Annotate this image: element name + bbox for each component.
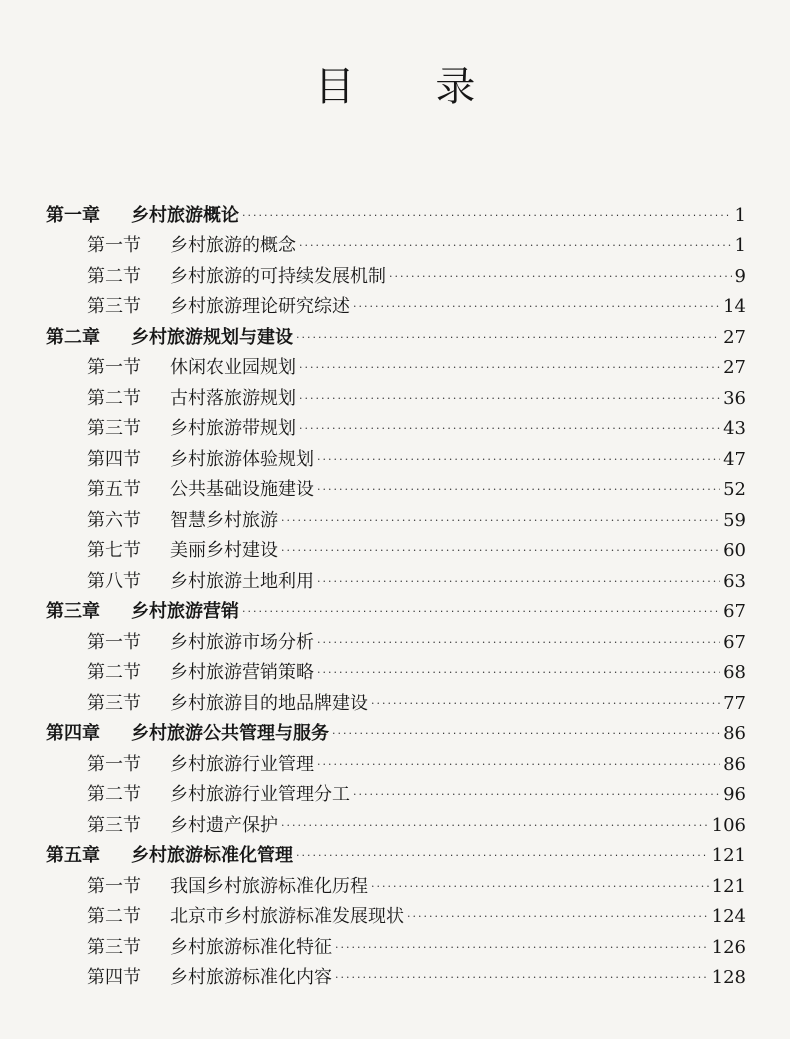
section-number: 第三节 [87, 296, 141, 317]
section-title: 乡村旅游行业管理分工 [170, 784, 350, 805]
toc-section-entry[interactable] [46, 410, 746, 441]
section-title: 乡村旅游的概念 [170, 235, 296, 256]
chapter-title: 乡村旅游概论 [131, 204, 239, 226]
toc-section-entry[interactable] [46, 776, 746, 807]
chapter-title: 乡村旅游营销 [131, 601, 239, 622]
page-number: 14 [723, 296, 746, 317]
page-number: 68 [723, 662, 746, 683]
dot-leader [335, 941, 709, 955]
section-title: 乡村旅游理论研究综述 [170, 296, 350, 317]
chapter-number: 第二章 [46, 326, 100, 348]
dot-leader [299, 361, 720, 375]
chapter-number: 第四章 [46, 723, 100, 744]
dot-leader [407, 910, 709, 924]
section-number: 第二节 [87, 387, 141, 409]
section-number: 第四节 [87, 967, 141, 988]
dot-leader [371, 697, 720, 711]
toc-section-entry[interactable] [46, 532, 746, 563]
table-of-contents [46, 196, 746, 989]
toc-section-entry[interactable] [46, 379, 746, 410]
toc-section-entry[interactable] [46, 257, 746, 288]
toc-section-entry[interactable] [46, 867, 746, 898]
section-title: 乡村旅游土地利用 [170, 570, 314, 592]
dot-leader [281, 544, 720, 558]
section-number: 第二节 [87, 784, 141, 805]
page-number: 121 [711, 875, 746, 897]
toc-section-entry[interactable] [46, 654, 746, 685]
page-number: 27 [723, 357, 746, 378]
page-number: 36 [723, 387, 746, 409]
dot-leader [317, 758, 720, 772]
section-number: 第一节 [87, 875, 141, 897]
page-number: 86 [723, 753, 746, 775]
page-number: 9 [734, 265, 746, 287]
section-title: 乡村旅游行业管理 [170, 753, 314, 775]
section-title: 乡村旅游标准化内容 [170, 967, 332, 988]
section-number: 第二节 [87, 265, 141, 287]
page-number: 59 [723, 509, 746, 531]
toc-section-entry[interactable] [46, 623, 746, 654]
page-number: 67 [723, 601, 746, 622]
page-number: 121 [711, 845, 746, 866]
section-title: 美丽乡村建设 [170, 540, 278, 561]
section-number: 第一节 [87, 357, 141, 378]
section-title: 公共基础设施建设 [170, 479, 314, 500]
dot-leader [353, 300, 720, 314]
toc-section-entry[interactable] [46, 501, 746, 532]
chapter-title: 乡村旅游标准化管理 [131, 845, 293, 866]
dot-leader [281, 819, 709, 833]
section-title: 乡村遗产保护 [170, 814, 278, 836]
page-number: 128 [711, 967, 746, 988]
toc-section-entry[interactable] [46, 349, 746, 380]
dot-leader [299, 239, 732, 253]
page-number: 43 [723, 418, 746, 439]
dot-leader [317, 483, 720, 497]
chapter-number: 第一章 [46, 204, 100, 226]
section-title: 乡村旅游体验规划 [170, 448, 314, 470]
toc-section-entry[interactable] [46, 806, 746, 837]
section-number: 第七节 [87, 540, 141, 561]
toc-section-entry[interactable] [46, 745, 746, 776]
section-title: 乡村旅游目的地品牌建设 [170, 692, 368, 714]
dot-leader [299, 422, 720, 436]
dot-leader [242, 209, 732, 223]
toc-chapter-entry[interactable] [46, 837, 746, 868]
dot-leader [389, 270, 732, 284]
dot-leader [296, 849, 709, 863]
page-number: 124 [711, 906, 746, 927]
section-number: 第三节 [87, 418, 141, 439]
dot-leader [332, 727, 720, 741]
page-number: 63 [723, 570, 746, 592]
page-number: 126 [711, 936, 746, 958]
section-title: 我国乡村旅游标准化历程 [170, 875, 368, 897]
dot-leader [335, 971, 709, 985]
section-title: 乡村旅游的可持续发展机制 [170, 265, 386, 287]
section-number: 第三节 [87, 692, 141, 714]
page-number: 1 [734, 204, 746, 226]
page-number: 1 [734, 235, 746, 256]
section-title: 古村落旅游规划 [170, 387, 296, 409]
page-number: 27 [723, 326, 746, 348]
section-number: 第三节 [87, 936, 141, 958]
section-number: 第四节 [87, 448, 141, 470]
toc-section-entry[interactable] [46, 959, 746, 990]
toc-chapter-entry[interactable] [46, 196, 746, 227]
toc-section-entry[interactable] [46, 471, 746, 502]
dot-leader [317, 575, 720, 589]
section-title: 乡村旅游带规划 [170, 418, 296, 439]
page-title: 目 录 [314, 64, 510, 110]
section-title: 乡村旅游营销策略 [170, 662, 314, 683]
section-number: 第一节 [87, 631, 141, 653]
section-number: 第三节 [87, 814, 141, 836]
toc-section-entry[interactable] [46, 928, 746, 959]
section-title: 乡村旅游标准化特征 [170, 936, 332, 958]
page-number: 67 [723, 631, 746, 653]
page-number: 106 [711, 814, 746, 836]
toc-section-entry[interactable] [46, 562, 746, 593]
section-number: 第六节 [87, 509, 141, 531]
page-number: 60 [723, 540, 746, 561]
chapter-number: 第三章 [46, 601, 100, 622]
section-number: 第一节 [87, 235, 141, 256]
dot-leader [371, 880, 709, 894]
section-title: 智慧乡村旅游 [170, 509, 278, 531]
toc-section-entry[interactable] [46, 898, 746, 929]
dot-leader [353, 788, 720, 802]
page-number: 47 [723, 448, 746, 470]
section-number: 第五节 [87, 479, 141, 500]
section-title: 休闲农业园规划 [170, 357, 296, 378]
chapter-title: 乡村旅游规划与建设 [131, 326, 293, 348]
dot-leader [317, 636, 720, 650]
toc-section-entry[interactable] [46, 227, 746, 258]
section-number: 第八节 [87, 570, 141, 592]
page-number: 96 [723, 784, 746, 805]
toc-section-entry[interactable] [46, 288, 746, 319]
section-number: 第二节 [87, 662, 141, 683]
section-number: 第一节 [87, 753, 141, 775]
section-title: 北京市乡村旅游标准发展现状 [170, 906, 404, 927]
dot-leader [242, 605, 720, 619]
dot-leader [299, 392, 720, 406]
dot-leader [281, 514, 720, 528]
toc-chapter-entry[interactable] [46, 715, 746, 746]
page-number: 77 [723, 692, 746, 714]
dot-leader [317, 666, 720, 680]
chapter-number: 第五章 [46, 845, 100, 866]
section-number: 第二节 [87, 906, 141, 927]
toc-chapter-entry[interactable] [46, 318, 746, 349]
toc-section-entry[interactable] [46, 684, 746, 715]
page-number: 86 [723, 723, 746, 744]
toc-chapter-entry[interactable] [46, 593, 746, 624]
dot-leader [317, 453, 720, 467]
page-number: 52 [723, 479, 746, 500]
dot-leader [296, 331, 720, 345]
section-title: 乡村旅游市场分析 [170, 631, 314, 653]
toc-section-entry[interactable] [46, 440, 746, 471]
chapter-title: 乡村旅游公共管理与服务 [131, 723, 329, 744]
